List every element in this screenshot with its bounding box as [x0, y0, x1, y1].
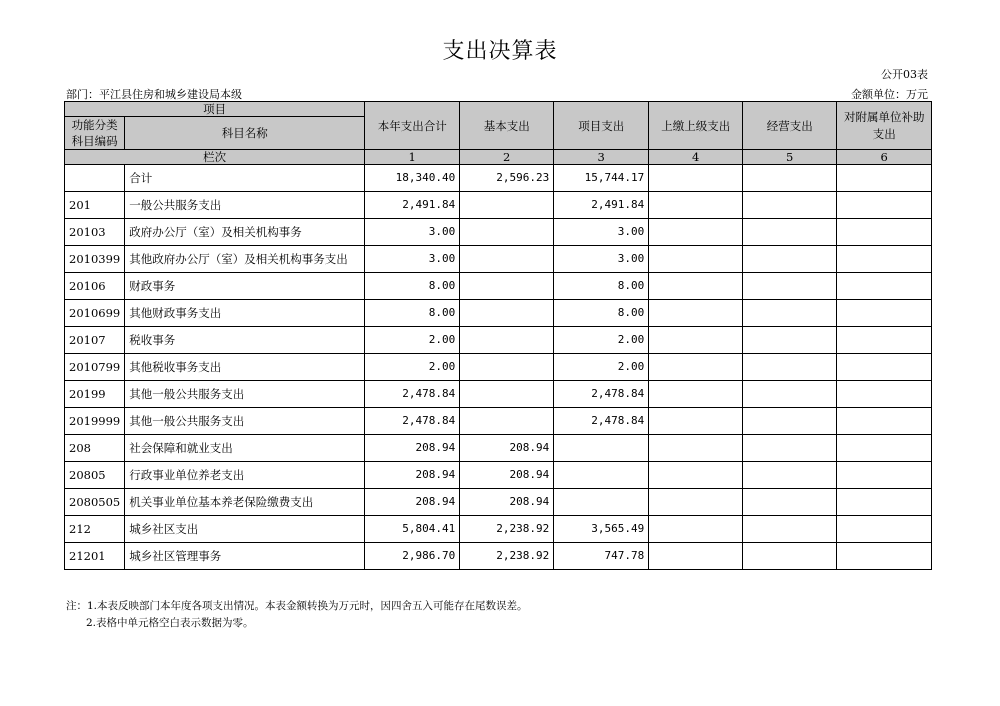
cell-project: 15,744.17: [554, 165, 649, 192]
cell-code: 2010399: [65, 246, 125, 273]
cell-project: 3.00: [554, 246, 649, 273]
cell-upper: [649, 192, 743, 219]
cell-business: [743, 435, 837, 462]
cell-total: 5,804.41: [365, 516, 460, 543]
cell-upper: [649, 462, 743, 489]
cell-upper: [649, 516, 743, 543]
table-row: [65, 219, 932, 246]
page-title: 支出决算表: [442, 39, 558, 64]
table-row: [65, 462, 932, 489]
cell-project: 3,565.49: [554, 516, 649, 543]
header-col-upper: 上缴上级支出: [649, 102, 743, 150]
cell-project: [554, 462, 649, 489]
cell-basic: [460, 354, 554, 381]
table-row: [65, 354, 932, 381]
cell-business: [743, 381, 837, 408]
cell-total: 2,491.84: [365, 192, 460, 219]
cell-project: 2,491.84: [554, 192, 649, 219]
table-row: [65, 165, 932, 192]
col-number: 3: [554, 150, 649, 165]
cell-code: 20805: [65, 462, 125, 489]
cell-project: [554, 435, 649, 462]
cell-code: [65, 165, 125, 192]
cell-code: 201: [65, 192, 125, 219]
cell-total: 2.00: [365, 327, 460, 354]
cell-upper: [649, 273, 743, 300]
table-row: [65, 273, 932, 300]
cell-business: [743, 408, 837, 435]
header-col-basic: 基本支出: [460, 102, 554, 150]
cell-upper: [649, 543, 743, 570]
cell-total: 208.94: [365, 462, 460, 489]
cell-project: 8.00: [554, 273, 649, 300]
cell-total: 8.00: [365, 300, 460, 327]
cell-subsidy: [837, 489, 932, 516]
cell-business: [743, 219, 837, 246]
cell-upper: [649, 408, 743, 435]
cell-subsidy: [837, 165, 932, 192]
form-code: 公开03表: [881, 68, 928, 81]
cell-subsidy: [837, 381, 932, 408]
cell-name: 其他财政事务支出: [125, 300, 365, 327]
cell-business: [743, 246, 837, 273]
cell-name: 其他一般公共服务支出: [125, 381, 365, 408]
table-row: [65, 192, 932, 219]
header-col-subsidy: 对附属单位补助支出: [837, 102, 932, 150]
cell-basic: [460, 273, 554, 300]
cell-total: 2.00: [365, 354, 460, 381]
cell-name: 其他政府办公厅（室）及相关机构事务支出: [125, 246, 365, 273]
cell-subsidy: [837, 273, 932, 300]
cell-code: 20106: [65, 273, 125, 300]
cell-basic: [460, 327, 554, 354]
cell-code: 20107: [65, 327, 125, 354]
cell-subsidy: [837, 246, 932, 273]
cell-project: 2,478.84: [554, 408, 649, 435]
cell-upper: [649, 354, 743, 381]
cell-name: 一般公共服务支出: [125, 192, 365, 219]
cell-basic: [460, 246, 554, 273]
department-label: 部门：平江县住房和城乡建设局本级: [66, 88, 242, 101]
cell-name: 税收事务: [125, 327, 365, 354]
col-number: 5: [743, 150, 837, 165]
cell-upper: [649, 435, 743, 462]
cell-code: 212: [65, 516, 125, 543]
cell-business: [743, 462, 837, 489]
note-2: 2.表格中单元格空白表示数据为零。: [86, 617, 254, 629]
cell-business: [743, 543, 837, 570]
cell-business: [743, 354, 837, 381]
cell-name: 城乡社区支出: [125, 516, 365, 543]
header-col-business: 经营支出: [743, 102, 837, 150]
cell-project: 747.78: [554, 543, 649, 570]
cell-upper: [649, 489, 743, 516]
cell-project: 3.00: [554, 219, 649, 246]
notes: [66, 598, 528, 632]
cell-upper: [649, 327, 743, 354]
cell-subsidy: [837, 327, 932, 354]
col-number: 6: [837, 150, 932, 165]
cell-subsidy: [837, 516, 932, 543]
col-number: 1: [365, 150, 460, 165]
cell-basic: [460, 192, 554, 219]
cell-name: 其他税收事务支出: [125, 354, 365, 381]
cell-total: 18,340.40: [365, 165, 460, 192]
cell-upper: [649, 300, 743, 327]
cell-total: 3.00: [365, 219, 460, 246]
cell-business: [743, 516, 837, 543]
cell-name: 合计: [125, 165, 365, 192]
cell-total: 3.00: [365, 246, 460, 273]
table-row: [65, 408, 932, 435]
cell-name: 城乡社区管理事务: [125, 543, 365, 570]
cell-name: 其他一般公共服务支出: [125, 408, 365, 435]
cell-code: 2019999: [65, 408, 125, 435]
amount-unit-label: 金额单位：万元: [851, 88, 928, 101]
cell-name: 政府办公厅（室）及相关机构事务: [125, 219, 365, 246]
cell-basic: 2,238.92: [460, 543, 554, 570]
header-subject-name: 科目名称: [125, 117, 365, 150]
cell-project: 2,478.84: [554, 381, 649, 408]
table-row: [65, 516, 932, 543]
col-number: 4: [649, 150, 743, 165]
table-row: [65, 327, 932, 354]
cell-code: 2080505: [65, 489, 125, 516]
cell-subsidy: [837, 300, 932, 327]
cell-code: 208: [65, 435, 125, 462]
header-func-code: 功能分类科目编码: [65, 117, 125, 150]
cell-basic: [460, 300, 554, 327]
cell-name: 行政事业单位养老支出: [125, 462, 365, 489]
cell-business: [743, 489, 837, 516]
cell-name: 财政事务: [125, 273, 365, 300]
cell-basic: [460, 219, 554, 246]
cell-subsidy: [837, 435, 932, 462]
cell-total: 208.94: [365, 435, 460, 462]
cell-code: 21201: [65, 543, 125, 570]
note-1: 注：1.本表反映部门本年度各项支出情况。本表金额转换为万元时，因四舍五入可能存在尾数误差。: [66, 600, 528, 612]
cell-total: 2,478.84: [365, 381, 460, 408]
cell-basic: [460, 408, 554, 435]
cell-project: 2.00: [554, 354, 649, 381]
cell-upper: [649, 246, 743, 273]
cell-total: 2,478.84: [365, 408, 460, 435]
cell-total: 8.00: [365, 273, 460, 300]
cell-subsidy: [837, 462, 932, 489]
cell-code: 20103: [65, 219, 125, 246]
cell-basic: [460, 381, 554, 408]
table-row: [65, 381, 932, 408]
cell-name: 机关事业单位基本养老保险缴费支出: [125, 489, 365, 516]
cell-business: [743, 165, 837, 192]
cell-basic: 2,238.92: [460, 516, 554, 543]
cell-business: [743, 192, 837, 219]
cell-basic: 208.94: [460, 462, 554, 489]
col-number: 2: [460, 150, 554, 165]
cell-basic: 208.94: [460, 489, 554, 516]
cell-code: 2010799: [65, 354, 125, 381]
cell-subsidy: [837, 192, 932, 219]
cell-business: [743, 300, 837, 327]
cell-upper: [649, 219, 743, 246]
cell-upper: [649, 165, 743, 192]
table-row: [65, 435, 932, 462]
cell-subsidy: [837, 219, 932, 246]
cell-total: 2,986.70: [365, 543, 460, 570]
expenditure-table: [64, 101, 932, 570]
cell-subsidy: [837, 408, 932, 435]
header-col-total: 本年支出合计: [365, 102, 460, 150]
cell-basic: 2,596.23: [460, 165, 554, 192]
cell-subsidy: [837, 354, 932, 381]
cell-code: 20199: [65, 381, 125, 408]
header-lanci: 栏次: [65, 150, 365, 165]
table-row: [65, 246, 932, 273]
cell-upper: [649, 381, 743, 408]
header-project: 项目: [65, 102, 365, 117]
cell-name: 社会保障和就业支出: [125, 435, 365, 462]
cell-project: 2.00: [554, 327, 649, 354]
table-row: [65, 300, 932, 327]
cell-total: 208.94: [365, 489, 460, 516]
cell-code: 2010699: [65, 300, 125, 327]
table-row: [65, 543, 932, 570]
cell-business: [743, 327, 837, 354]
cell-subsidy: [837, 543, 932, 570]
table-row: [65, 489, 932, 516]
header-col-project: 项目支出: [554, 102, 649, 150]
cell-project: 8.00: [554, 300, 649, 327]
cell-business: [743, 273, 837, 300]
cell-project: [554, 489, 649, 516]
cell-basic: 208.94: [460, 435, 554, 462]
